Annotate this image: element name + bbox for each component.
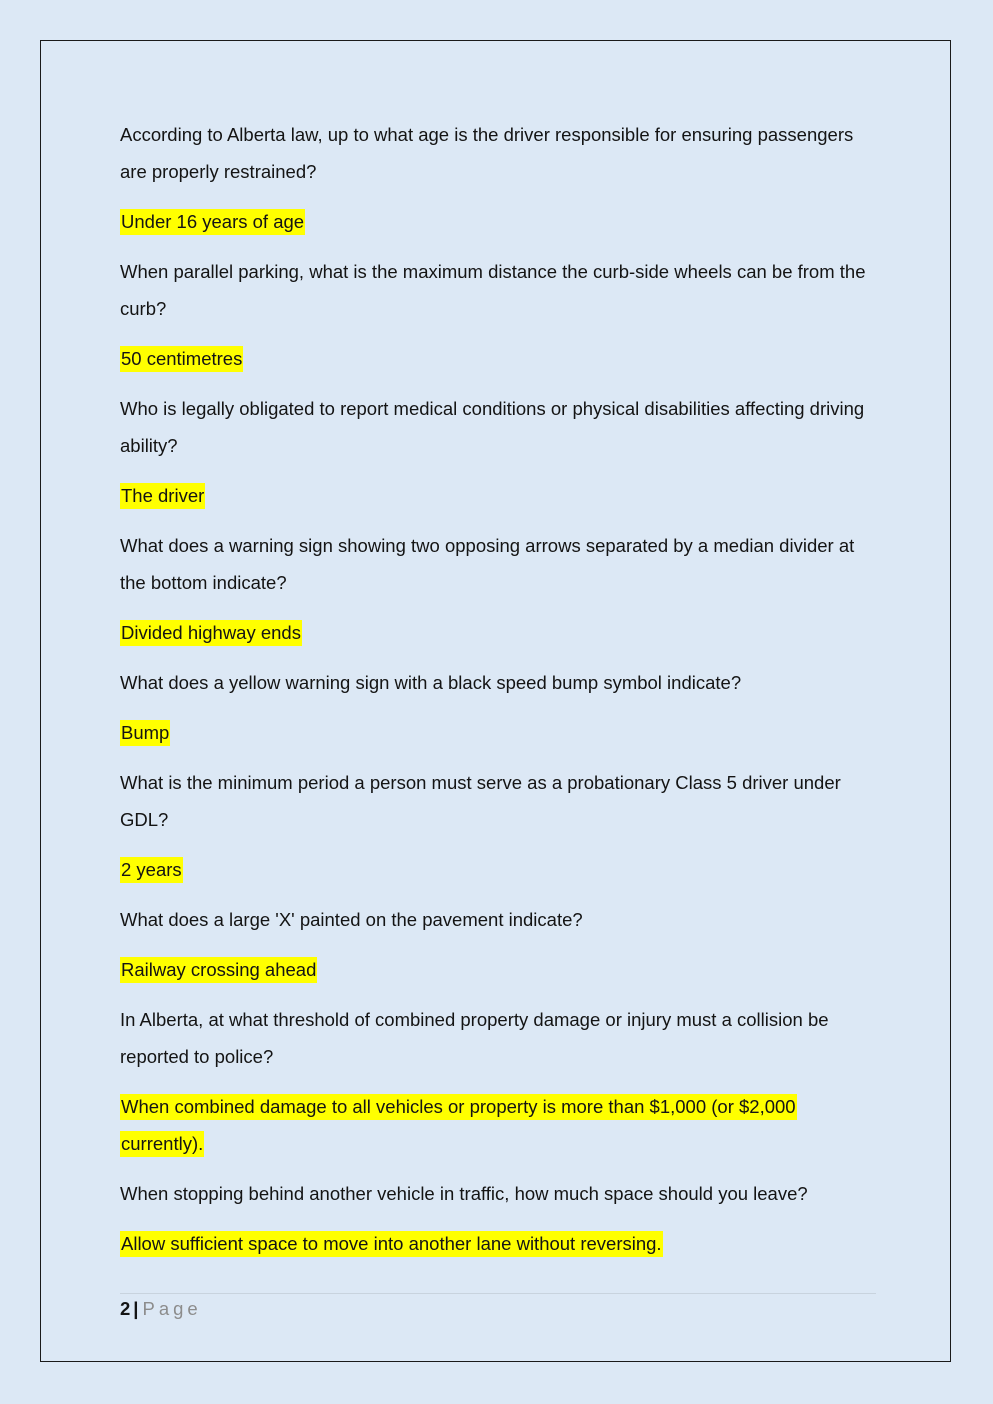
question-text: What does a warning sign showing two opposing arrows separated by a median divider at the bottom indicate? — [120, 535, 855, 593]
question-text: In Alberta, at what threshold of combined property damage or injury must a collision be reported to police? — [120, 1009, 829, 1067]
answer-highlight: Bump — [120, 720, 170, 746]
answer-text — [120, 340, 880, 377]
answer-text — [120, 203, 880, 240]
answer-text — [120, 851, 880, 888]
question-text: According to Alberta law, up to what age is the driver responsible for ensuring passengers are properly restrained? — [120, 124, 854, 182]
qa-item — [120, 527, 880, 651]
document-page — [40, 40, 951, 1362]
answer-text — [120, 1225, 880, 1262]
answer-highlight: 2 years — [120, 857, 183, 883]
answer-text — [120, 951, 880, 988]
qa-item — [120, 664, 880, 751]
page-label: Page — [142, 1298, 202, 1319]
answer-text — [120, 477, 880, 514]
answer-highlight: Railway crossing ahead — [120, 957, 317, 983]
answer-text — [120, 714, 880, 751]
qa-item — [120, 1001, 880, 1162]
qa-item — [120, 253, 880, 377]
qa-item — [120, 116, 880, 240]
footer-separator: | — [133, 1298, 139, 1319]
qa-item — [120, 1175, 880, 1262]
answer-highlight: 50 centimetres — [120, 346, 243, 372]
page-footer — [120, 1293, 876, 1320]
answer-highlight: When combined damage to all vehicles or property is more than $1,000 (or $2,000 currently). — [120, 1094, 797, 1157]
page-number: 2 — [120, 1298, 131, 1319]
answer-highlight: Allow sufficient space to move into another lane without reversing. — [120, 1231, 663, 1257]
qa-item — [120, 764, 880, 888]
answer-text — [120, 614, 880, 651]
question-text: What is the minimum period a person must serve as a probationary Class 5 driver under GDL? — [120, 772, 841, 830]
page-content — [120, 116, 880, 1275]
question-text: When stopping behind another vehicle in traffic, how much space should you leave? — [120, 1183, 808, 1204]
answer-highlight: Under 16 years of age — [120, 209, 305, 235]
qa-item — [120, 901, 880, 988]
qa-item — [120, 390, 880, 514]
question-text: What does a large 'X' painted on the pavement indicate? — [120, 909, 583, 930]
answer-highlight: Divided highway ends — [120, 620, 302, 646]
question-text: Who is legally obligated to report medical conditions or physical disabilities affecting driving ability? — [120, 398, 865, 456]
answer-text — [120, 1088, 880, 1162]
question-text: What does a yellow warning sign with a black speed bump symbol indicate? — [120, 672, 742, 693]
answer-highlight: The driver — [120, 483, 205, 509]
question-text: When parallel parking, what is the maximum distance the curb-side wheels can be from the curb? — [120, 261, 866, 319]
